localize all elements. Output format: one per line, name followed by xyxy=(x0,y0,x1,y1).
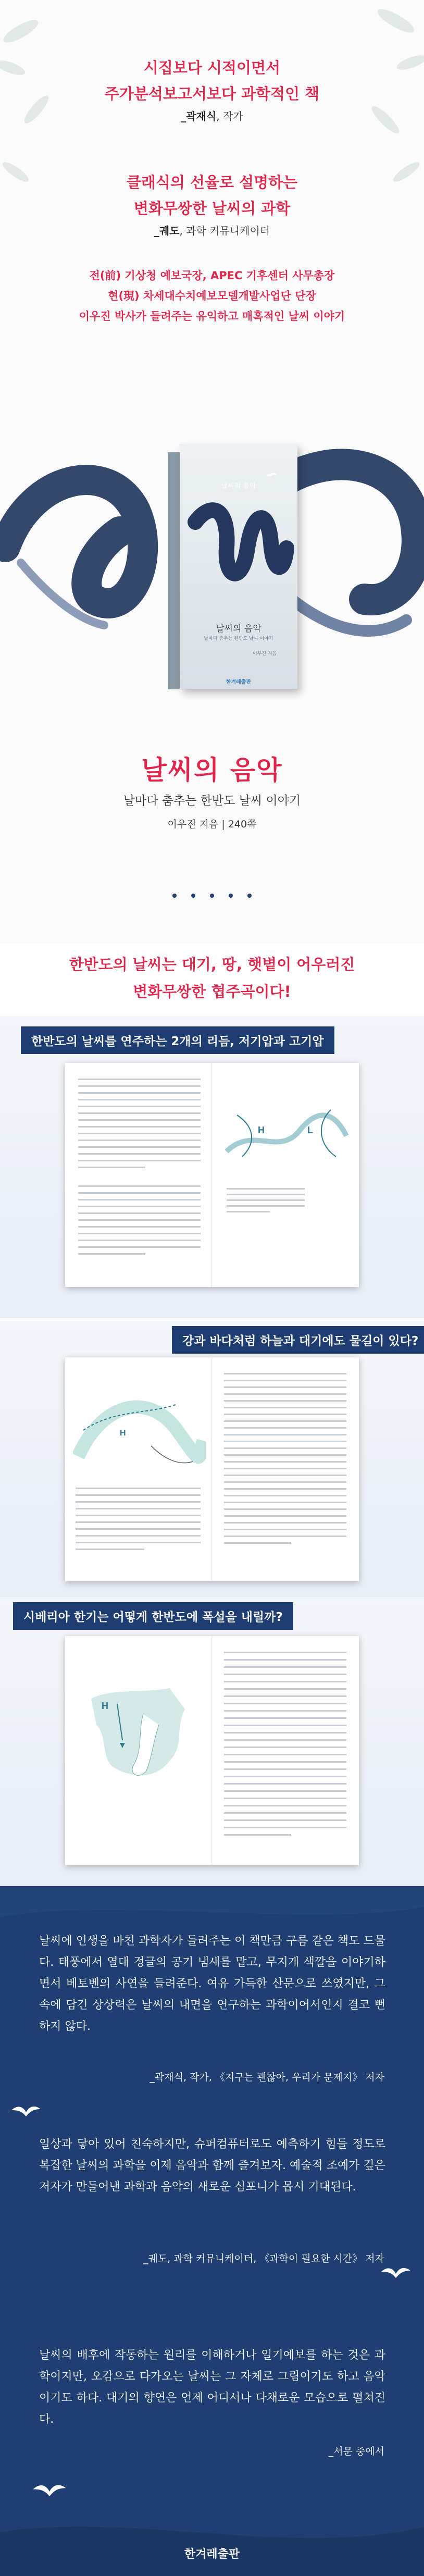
page-text-line xyxy=(224,1688,346,1690)
page-text-line xyxy=(76,1528,201,1530)
page-text-line xyxy=(224,1652,346,1653)
page-text-line xyxy=(78,1140,201,1141)
page-text-line xyxy=(224,1488,346,1490)
page-text-line xyxy=(224,1393,346,1395)
page-text-line xyxy=(78,1240,201,1241)
page-text-line xyxy=(76,1515,201,1516)
praise-block-1 xyxy=(0,55,424,123)
page-text-line xyxy=(224,1695,346,1697)
review-quote-2: 일상과 닿아 있어 친숙하지만, 슈퍼컴퓨터로도 예측하기 힘들 정도로 복잡한 날씨의 과학을 이제 음악과 함께 즐겨보자. 예술적 조예가 깊은 저자가 만들어낸 과학과 음악의 새로운 심포니가 몹시 기대된다. xyxy=(39,2138,385,2194)
page-text-line xyxy=(224,1414,346,1415)
page-text-line xyxy=(227,1211,270,1212)
page-text-line xyxy=(78,1160,201,1161)
page-text-line xyxy=(78,1133,201,1134)
page-text-line xyxy=(78,1233,201,1234)
author-credential-line: 현(現) 차세대수치예보모델개발사업단 단장 xyxy=(108,290,316,302)
review-quote-3: 날씨의 배후에 작동하는 원리를 이해하거나 일기예보를 하는 것은 과학이지만, 오감으로 다가오는 날씨는 그 자체로 그림이기도 하고 음악이기도 하다. 대기의 향연은 언제 어디서나 다채로운 모습으로 펼쳐진다. xyxy=(39,2349,385,2426)
cover-title: 날씨의 음악 xyxy=(216,624,261,634)
review-source-2: _궤도, 과학 커뮤니케이터, 《과학이 필요한 시간》 저자 xyxy=(143,2253,384,2264)
page-text-line xyxy=(224,1447,346,1449)
bird-icon xyxy=(380,2261,411,2282)
page-text-line xyxy=(227,1199,305,1201)
low-pressure-label: L xyxy=(307,1125,313,1135)
page-text-line xyxy=(76,1549,144,1550)
page-text-line xyxy=(224,1739,346,1741)
book-title: 날씨의 음악 xyxy=(141,755,283,785)
review-quote-1: 날씨에 인생을 바친 과학자가 들려주는 이 책만큼 구름 같은 책도 드물다. 태풍에서 열대 정글의 공기 냄새를 맡고, 무지개 색깔을 이야기하면서 베토벤의 사연을 들려준다. 여유 가득한 산문으로 쓰였지만, 그 속에 담긴 상상력은 날씨의 내면을 연구하는 과학이어서인지 결코 뻔하지 않다. xyxy=(39,1935,385,2033)
sample-section-2 xyxy=(0,1321,424,1597)
page-text-line xyxy=(224,1529,346,1530)
page-text-line xyxy=(76,1542,201,1543)
page-text-line xyxy=(224,1535,346,1537)
page-text-line xyxy=(227,1188,305,1190)
page-text-line xyxy=(224,1542,291,1544)
page-text-line xyxy=(224,1454,346,1456)
page-text-line xyxy=(76,1501,201,1503)
page-text-line xyxy=(224,1407,346,1408)
page-text-line xyxy=(224,1798,346,1799)
hero-section xyxy=(0,0,424,943)
page-text-line xyxy=(224,1475,346,1476)
page-text-line xyxy=(224,1834,291,1836)
book-spread xyxy=(65,1636,359,1865)
sample-section-1 xyxy=(0,1016,424,1318)
tagline xyxy=(0,951,424,1005)
korea-peninsula-map xyxy=(81,1678,201,1792)
page-text-line xyxy=(76,1508,201,1509)
page-text-line xyxy=(224,1776,346,1777)
page-text-line xyxy=(78,1206,201,1207)
page-text-line xyxy=(78,1212,201,1214)
high-pressure-label: H xyxy=(102,1701,108,1711)
page-text-line xyxy=(224,1468,346,1469)
praise-source: _궤도, 과학 커뮤니케이터 xyxy=(154,225,270,237)
section-label: 한반도의 날씨를 연주하는 2개의 리듬, 저기압과 고기압 xyxy=(21,1026,334,1054)
book-spread xyxy=(65,1063,359,1287)
page-text-line xyxy=(224,1508,346,1510)
page-text-line xyxy=(78,1226,201,1228)
author-credential-line: 이우진 박사가 들려주는 유익하고 매혹적인 날씨 이야기 xyxy=(79,310,345,323)
page-text-line xyxy=(227,1194,305,1195)
page-text-line xyxy=(78,1112,201,1114)
page-text-line xyxy=(227,1205,305,1207)
high-pressure-label: H xyxy=(120,1429,126,1438)
page-text-line xyxy=(224,1495,346,1496)
page-text-line xyxy=(78,1079,201,1080)
page-text-line xyxy=(78,1199,201,1200)
page-text-line xyxy=(224,1420,346,1422)
page-text-line xyxy=(224,1380,346,1381)
page-text-line xyxy=(224,1827,346,1828)
page-text-line xyxy=(224,1427,346,1429)
page-text-line xyxy=(78,1153,201,1155)
review-source-3: _서문 중에서 xyxy=(328,2446,384,2457)
page-text-line xyxy=(76,1494,201,1496)
praise-headline-line2: 주가분석보고서보다 과학적인 책 xyxy=(104,85,320,103)
page-text-line xyxy=(76,1521,201,1523)
page-text-line xyxy=(78,1126,201,1128)
page-text-line xyxy=(224,1819,346,1821)
page-text-line xyxy=(224,1805,346,1806)
page-text-line xyxy=(78,1106,201,1107)
page-text-line xyxy=(224,1732,346,1733)
page-text-line xyxy=(224,1400,346,1402)
tagline-line1: 한반도의 날씨는 대기, 땅, 햇볕이 어우러진 xyxy=(69,956,355,973)
tagline-line2: 변화무쌍한 협주곡이다! xyxy=(133,983,291,1000)
divider-dots xyxy=(0,890,424,900)
page-text-line xyxy=(76,1488,201,1489)
page-text-line xyxy=(224,1515,346,1517)
page-text-line xyxy=(224,1481,346,1483)
page-text-line xyxy=(224,1703,346,1704)
publisher-logo: 한겨레출판 xyxy=(184,2548,240,2561)
page-text-line xyxy=(224,1441,346,1442)
page-text-line xyxy=(224,1790,346,1792)
page-text-line xyxy=(224,1812,346,1814)
jet-stream-map xyxy=(73,1378,206,1477)
page-text-line xyxy=(78,1119,201,1121)
page-text-line xyxy=(78,1246,201,1248)
page-text-line xyxy=(224,1747,346,1748)
page-text-line xyxy=(224,1674,346,1675)
book-spread xyxy=(65,1357,359,1581)
page-text-line xyxy=(224,1768,346,1770)
page-text-line xyxy=(78,1253,145,1255)
page-text-line xyxy=(78,1099,201,1100)
page-text-line xyxy=(224,1725,346,1726)
page-text-line xyxy=(224,1783,346,1785)
page-text-line xyxy=(224,1502,346,1503)
section-label: 시베리아 한기는 어떻게 한반도에 폭설을 내릴까? xyxy=(13,1602,293,1630)
author-credential-line: 전(前) 기상청 예보국장, APEC 기후센터 사무총장 xyxy=(89,269,335,282)
bird-icon xyxy=(10,2100,42,2121)
praise-headline-line1: 클래식의 선율로 설명하는 xyxy=(126,174,298,191)
page-text-line xyxy=(78,1146,201,1148)
pressure-diagram xyxy=(221,1094,352,1172)
praise-source: _곽재식, 작가 xyxy=(181,110,243,122)
praise-block-2 xyxy=(0,169,424,238)
page-text-line xyxy=(224,1461,346,1463)
high-pressure-label: H xyxy=(258,1125,265,1135)
cover-author: 이우진 지음 xyxy=(253,651,277,657)
page-text-line xyxy=(224,1754,346,1755)
page-text-line xyxy=(78,1085,201,1087)
praise-headline-line1: 시집보다 시적이면서 xyxy=(143,59,281,77)
page-text-line xyxy=(224,1434,346,1435)
page-text-line xyxy=(224,1717,346,1719)
review-source-1: _곽재식, 작가, 《지구는 괜찮아, 우리가 문제지》 저자 xyxy=(149,2072,384,2083)
page-text-line xyxy=(78,1185,201,1187)
page-text-line xyxy=(224,1681,346,1682)
page-text-line xyxy=(224,1761,346,1763)
page-text-line xyxy=(78,1092,201,1094)
sample-section-3 xyxy=(0,1597,424,1886)
reviews-section xyxy=(0,1886,424,2576)
page-text-line xyxy=(224,1522,346,1524)
page-text-line xyxy=(78,1219,201,1221)
page-text-line xyxy=(224,1666,346,1668)
page-text-line xyxy=(224,1373,346,1374)
cover-title-top: 날씨의 음악 xyxy=(221,482,256,490)
bird-icon xyxy=(31,2478,68,2501)
book-meta: 이우진 지음 | 240쪽 xyxy=(167,819,257,830)
page-text-line xyxy=(224,1659,346,1661)
cover-publisher: 한겨레출판 xyxy=(226,679,252,685)
page-text-line xyxy=(224,1710,346,1712)
section-label: 강과 바다처럼 하늘과 대기에도 물길이 있다? xyxy=(172,1326,424,1354)
book-cover xyxy=(180,444,297,689)
book-subtitle: 날마다 춤추는 한반도 날씨 이야기 xyxy=(123,794,301,808)
page-text-line xyxy=(224,1386,346,1388)
page-text-line xyxy=(78,1167,145,1168)
cover-subtitle: 날마다 춤추는 한반도 날씨 이야기 xyxy=(204,636,273,641)
page-text-line xyxy=(76,1535,201,1537)
page-text-line xyxy=(78,1192,201,1194)
praise-headline-line2: 변화무쌍한 날씨의 과학 xyxy=(133,200,291,217)
author-credentials xyxy=(0,266,424,327)
